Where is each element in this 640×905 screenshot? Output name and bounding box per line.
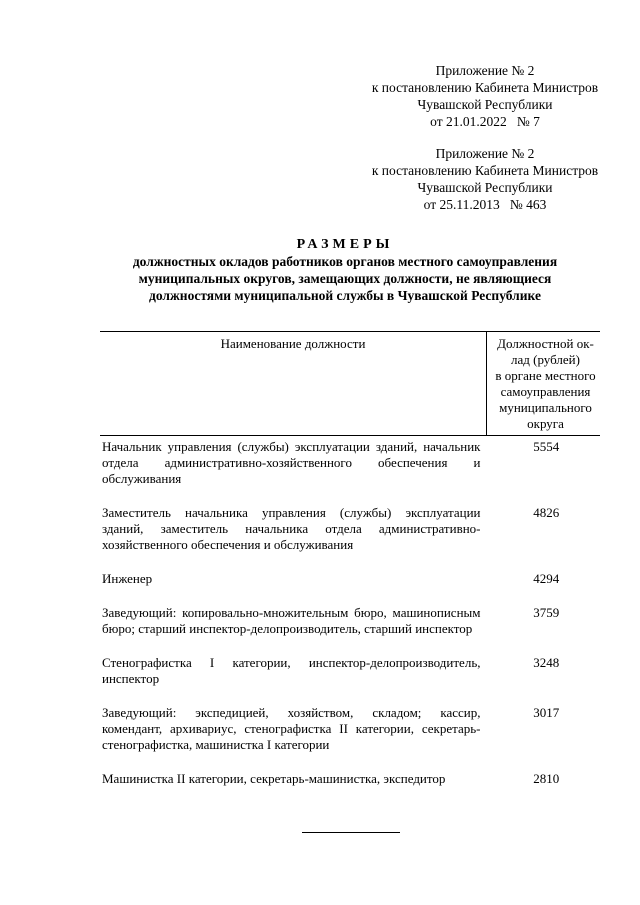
footer-divider [302,832,400,833]
appendix-date-number: от 25.11.2013 № 463 [423,197,547,212]
appendix-authority: Чувашской Республики [417,180,553,195]
salary-value: 2810 [533,771,560,786]
table-row [100,436,600,503]
table-row [100,702,600,768]
salary-value: 5554 [533,439,560,454]
salary-table [100,331,600,802]
salary-value: 3759 [533,605,560,620]
table-row [100,568,600,602]
header-line: лад (рублей) [511,352,580,367]
salary-table-container [100,331,600,802]
position-name: Машинистка II категории, секретарь-машинистка, экспедитор [102,771,446,786]
header-line: самоуправления [500,384,591,399]
table-row [100,602,600,652]
salary-value: 3248 [533,655,560,670]
table-row [100,652,600,702]
appendix-original-block [340,145,630,213]
position-name: Стенографистка I категории, инспектор-делопроизводитель, инспектор [102,655,481,686]
position-name: Заместитель начальника управления (службы) эксплуатации зданий, заместитель начальника отдела административно-хозяйственного обеспечения и обслуживания [102,505,481,552]
document-title: РАЗМЕРЫ [296,237,394,252]
column-header-salary [487,332,601,436]
header-line: Должностной ок- [497,336,594,351]
document-subtitle-line: должностями муниципальной службы в Чувашской Республике [149,288,541,303]
column-header-position: Наименование должности [100,332,487,436]
table-row [100,768,600,802]
appendix-authority: Чувашской Республики [417,97,553,112]
position-name: Заведующий: экспедицией, хозяйством, складом; кассир, комендант, архивариус, стенографистка II категории, секретарь-стенографистка, машинистка I категории [102,705,481,752]
salary-value: 4294 [533,571,560,586]
appendix-current-block [340,62,630,130]
appendix-date-number: от 21.01.2022 № 7 [430,114,540,129]
appendix-title: Приложение № 2 [435,146,535,161]
document-heading [90,236,600,304]
appendix-title: Приложение № 2 [435,63,535,78]
document-subtitle-line: муниципальных округов, замещающих должности, не являющиеся [138,271,552,286]
appendix-reference: к постановлению Кабинета Министров [371,80,599,95]
appendix-reference: к постановлению Кабинета Министров [371,163,599,178]
header-line: муниципального [499,400,592,415]
position-name: Заведующий: копировально-множительным бюро, машинописным бюро; старший инспектор-делопроизводитель, старший инспектор [102,605,481,636]
header-line: в органе местного [495,368,596,383]
table-header-row [100,332,600,436]
table-row [100,502,600,568]
position-name: Начальник управления (службы) эксплуатации зданий, начальник отдела административно-хозяйственного обеспечения и обслуживания [102,439,481,486]
header-line: округа [527,416,564,431]
salary-value: 4826 [533,505,560,520]
position-name: Инженер [102,571,153,586]
salary-value: 3017 [533,705,560,720]
document-subtitle-line: должностных окладов работников органов местного самоуправления [132,254,558,269]
